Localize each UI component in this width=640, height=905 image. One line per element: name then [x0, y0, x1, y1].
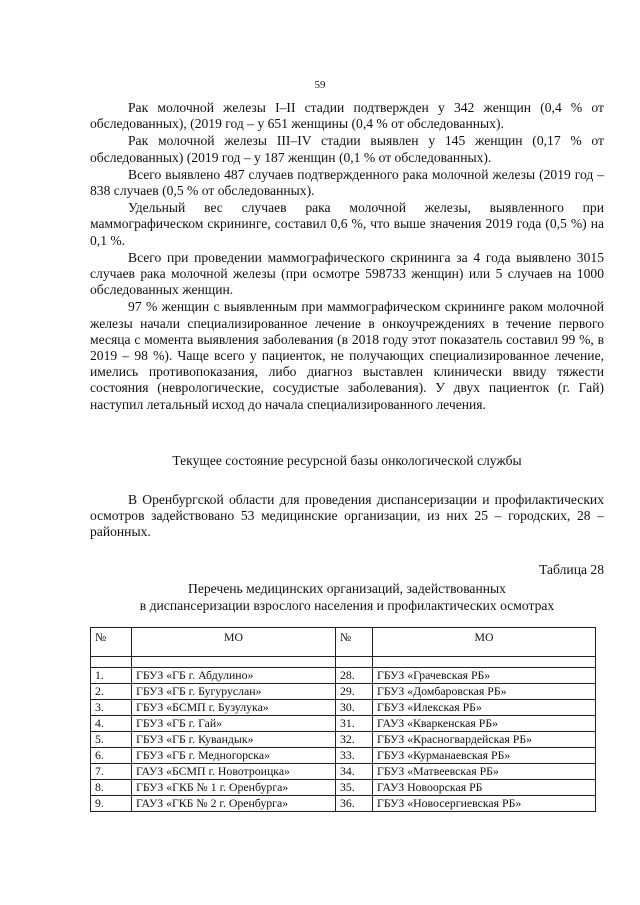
- row-mo-left: ГБУЗ «БСМП г. Бузулука»: [132, 700, 336, 716]
- page-number: 59: [314, 79, 326, 91]
- row-number-left: 5.: [91, 732, 132, 748]
- table-title-line-2: в диспансеризации взрослого населения и профилактических осмотрах: [139, 597, 555, 613]
- table-row: [91, 684, 596, 700]
- row-mo-left: ГАУЗ «ГКБ № 2 г. Оренбурга»: [132, 796, 336, 812]
- row-number-left: 3.: [91, 700, 132, 716]
- paragraph-organizations: В Оренбургской области для проведения диспансеризации и профилактических осмотров задействовано 53 медицинские организации, из них 25 – городских, 28 – районных.: [90, 491, 604, 540]
- row-number-right: 31.: [336, 716, 373, 732]
- row-number-right: 33.: [336, 748, 373, 764]
- row-mo-left: ГАУЗ «БСМП г. Новотроицка»: [132, 764, 336, 780]
- table-row: [91, 764, 596, 780]
- header-number-left: №: [91, 628, 132, 657]
- paragraph-stage-3-4: Рак молочной железы III–IV стадии выявлен у 145 женщин (0,17 % от обследованных) (2019 год – у 187 женщин (0,1 % от обследованных).: [90, 133, 604, 165]
- row-number-right: 32.: [336, 732, 373, 748]
- row-number-right: 34.: [336, 764, 373, 780]
- row-mo-right: ГБУЗ «Красногвардейская РБ»: [373, 732, 596, 748]
- paragraph-share-screening: Удельный вес случаев рака молочной железы, выявленного при маммографическом скрининге, составил 0,6 %, что выше значения 2019 года (0,5 %) на 0,1 %.: [90, 200, 604, 248]
- paragraph-four-years: Всего при проведении маммографического скрининга за 4 года выявлено 3015 случаев рака молочной железы (при осмотре 598733 женщин) или 5 случаев на 1000 обследованных женщин.: [90, 249, 604, 298]
- table-row: [91, 700, 596, 716]
- row-number-left: 2.: [91, 684, 132, 700]
- row-mo-right: ГБУЗ «Илекская РБ»: [373, 700, 596, 716]
- row-number-right: 29.: [336, 684, 373, 700]
- organizations-table: [90, 627, 596, 812]
- row-number-right: 30.: [336, 700, 373, 716]
- row-mo-right: ГАУЗ Новоорская РБ: [373, 780, 596, 796]
- row-mo-left: ГБУЗ «ГБ г. Медногорска»: [132, 748, 336, 764]
- row-mo-right: ГБУЗ «Курманаевская РБ»: [373, 748, 596, 764]
- header-mo-left: МО: [132, 628, 336, 657]
- table-row: [91, 796, 596, 812]
- row-number-left: 8.: [91, 780, 132, 796]
- paragraph-total-cases: Всего выявлено 487 случаев подтвержденного рака молочной железы (2019 год – 838 случаев (0,5 % от обследованных).: [90, 166, 604, 199]
- row-number-left: 1.: [91, 668, 132, 684]
- row-mo-left: ГБУЗ «ГБ г. Кувандык»: [132, 732, 336, 748]
- row-number-left: 7.: [91, 764, 132, 780]
- table-header-row: [91, 628, 596, 657]
- table-row: [91, 716, 596, 732]
- paragraph-stage-1-2: Рак молочной железы I–II стадии подтвержден у 342 женщин (0,4 % от обследованных), (2019 год – у 651 женщины (0,4 % от обследованных).: [90, 100, 604, 132]
- row-number-left: 4.: [91, 716, 132, 732]
- row-mo-right: ГБУЗ «Матвеевская РБ»: [373, 764, 596, 780]
- paragraph-treatment: 97 % женщин с выявленным при маммографическом скрининге раком молочной железы начали специализированное лечение в онкоучреждениях в течение первого месяца с момента выявления заболевания (в 2018 году этот показатель составил 99 %, в 2019 – 98 %). Чаще всего у пациенток, не получающих специализированное лечение, имелись противопоказания, либо диагноз выставлен клинически ввиду тяжести состояния (неврологические, сосудистые заболевания). У двух пациенток (г. Гай) наступил летальный исход до начала специализированного лечения.: [90, 299, 604, 412]
- row-number-left: 9.: [91, 796, 132, 812]
- table-row: [91, 780, 596, 796]
- document-body: [90, 100, 604, 614]
- row-mo-right: ГБУЗ «Новосергиевская РБ»: [373, 796, 596, 812]
- section-heading: Текущее состояние ресурсной базы онкологической службы: [172, 452, 522, 468]
- row-number-left: 6.: [91, 748, 132, 764]
- table-title-line-1: Перечень медицинских организаций, задействованных: [188, 581, 506, 597]
- row-number-right: 35.: [336, 780, 373, 796]
- row-mo-right: ГБУЗ «Домбаровская РБ»: [373, 684, 596, 700]
- table-label: Таблица 28: [539, 562, 604, 578]
- table-row: [91, 732, 596, 748]
- table-row: [91, 668, 596, 684]
- row-number-right: 36.: [336, 796, 373, 812]
- table-row: [91, 748, 596, 764]
- row-mo-right: ГАУЗ «Кваркенская РБ»: [373, 716, 596, 732]
- row-mo-left: ГБУЗ «ГКБ № 1 г. Оренбурга»: [132, 780, 336, 796]
- row-mo-left: ГБУЗ «ГБ г. Гай»: [132, 716, 336, 732]
- header-mo-right: МО: [373, 628, 596, 657]
- row-mo-left: ГБУЗ «ГБ г. Абдулино»: [132, 668, 336, 684]
- row-number-right: 28.: [336, 668, 373, 684]
- row-mo-right: ГБУЗ «Грачевская РБ»: [373, 668, 596, 684]
- table-spacer-row: [91, 657, 596, 668]
- row-mo-left: ГБУЗ «ГБ г. Бугуруслан»: [132, 684, 336, 700]
- header-number-right: №: [336, 628, 373, 657]
